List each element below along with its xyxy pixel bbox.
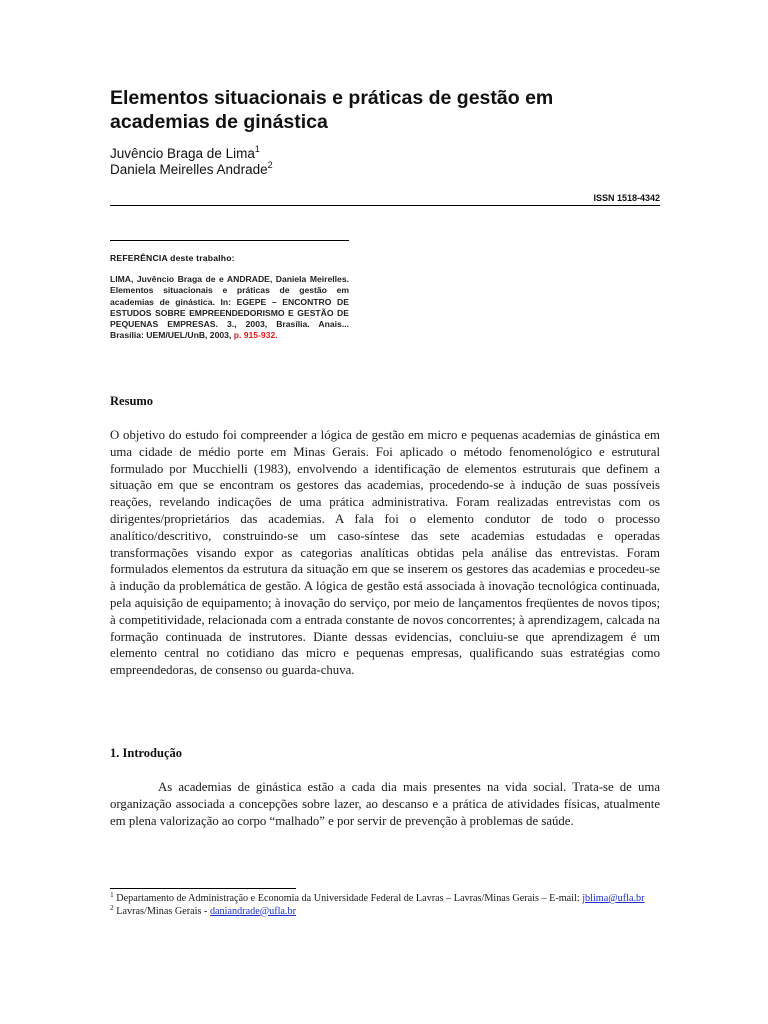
abstract-body: O objetivo do estudo foi compreender a lógica de gestão em micro e pequenas academias de ginástica em uma cidade de médio porte em Minas Gerais. Foi aplicado o método fenomenológico e estrutural formulado por Mucchielli (1983), envolvendo a identificação de elementos estruturais que definem a situação em que se encontram os gestores das academias, procedendo-se à indução de suas possíveis reações, revelando indicações de uma prática administrativa. Foram realizadas entrevistas com os dirigentes/proprietários das academias. A fala foi o elemento condutor de todo o processo analítico/descritivo, construindo-se um caso-síntese das sete academias estudadas e operadas transformações visando expor as categorias analíticas obtidas pela análise das entrevistas. Foram formulados elementos da estrutura da situação em que se inserem os gestores das academias e procedeu-se à indução da problemática de gestão. A lógica de gestão está associada à inovação tecnológica continuada, pela aquisição de equipamento; à inovação do serviço, por meio de lançamentos freqüentes de novos tipos; à competitividade, relacionada com a entrada constante de novos concorrentes; à aprendizagem, calcada na formação continuada de instrutores. Diante dessas evidencias, concluiu-se que aprendizagem é um elemento central no cotidiano das micro e pequenas empresas, qualificando suas estratégias como empreendedoras, de consenso ou guarda-chuva. <box>110 428 660 678</box>
author-1-footnote-mark: 1 <box>254 144 260 154</box>
reference-text: LIMA, Juvêncio Braga de e ANDRADE, Daniela Meirelles. Elementos situacionais e práticas de gestão em academias de ginástica. In: EGEPE – ENCONTRO DE ESTUDOS SOBRE EMPREENDEDORISMO E GESTÃO DE PEQUENAS EMPRESAS. 3., 2003, Brasília. Anais... Brasília: UEM/UEL/UnB, 2003, <box>110 274 349 341</box>
author-2-footnote-mark: 2 <box>267 160 273 170</box>
reference-pages: p. 915-932. <box>231 330 278 341</box>
issn-label: ISSN 1518-4342 <box>593 193 660 203</box>
author-2 <box>110 162 273 178</box>
footnote-1 <box>110 890 660 906</box>
footnote-1-mark: 1 <box>110 890 114 899</box>
footnotes <box>110 890 660 918</box>
footnote-2-email-link[interactable]: daniandrade@ufla.br <box>209 905 296 917</box>
author-2-name: Daniela Meirelles Andrade <box>110 162 268 177</box>
paper-title: Elementos situacionais e práticas de gestão em academias de ginástica <box>110 87 554 133</box>
author-1-name: Juvêncio Braga de Lima <box>110 146 255 161</box>
abstract-heading: Resumo <box>110 394 154 408</box>
author-1 <box>110 146 273 162</box>
footnote-1-email-link[interactable]: jblima@ufla.br <box>582 893 645 904</box>
introduction-body: As academias de ginástica estão a cada dia mais presentes na vida social. Trata-se de uma organização associada a concepções sobre lazer, ao descanso e a prática de atividades físicas, atualmente em plena valorização ao corpo “malhado” e por servir de prevenção à problemas de saúde. <box>110 780 660 828</box>
header-divider <box>110 205 660 206</box>
footnote-1-text: Departamento de Administração e Economia da Universidade Federal de Lavras – Lavras/Minas Gerais – E-mail: <box>113 893 583 904</box>
footnote-2 <box>110 902 660 919</box>
footnote-2-text: Lavras/Minas Gerais - <box>113 905 210 917</box>
reference-heading: REFERÊNCIA deste trabalho: <box>110 253 235 263</box>
author-list <box>110 146 273 178</box>
footnote-2-mark: 2 <box>110 902 114 912</box>
reference-citation <box>110 274 349 342</box>
footnote-divider <box>110 888 296 889</box>
introduction-heading: 1. Introdução <box>110 746 183 760</box>
reference-divider <box>110 240 349 241</box>
